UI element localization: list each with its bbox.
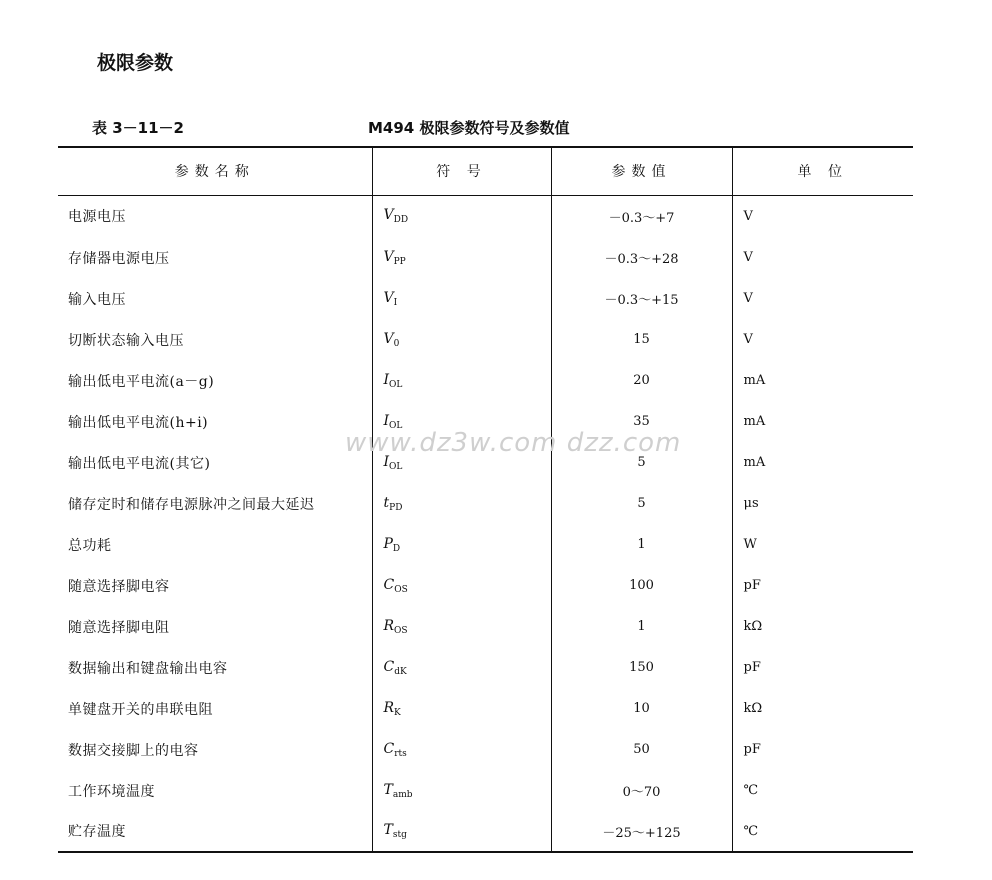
table-row xyxy=(58,195,913,237)
unit-cell: μs xyxy=(732,483,913,524)
symbol-cell xyxy=(372,524,551,565)
table-row xyxy=(58,647,913,688)
symbol-letter: R xyxy=(383,699,395,716)
table-body xyxy=(58,195,913,852)
symbol-letter: I xyxy=(383,412,390,429)
symbol-letter: I xyxy=(383,453,390,470)
param-name-cell: 随意选择脚电容 xyxy=(68,578,170,595)
value-cell: 35 xyxy=(551,401,732,442)
symbol-subscript: DD xyxy=(393,215,409,226)
symbol-cell xyxy=(372,606,551,647)
value-cell: 5 xyxy=(551,483,732,524)
symbol-letter: t xyxy=(383,494,390,511)
value-cell: 0～70 xyxy=(551,770,732,811)
value-cell: 100 xyxy=(551,565,732,606)
symbol-letter: C xyxy=(383,576,395,593)
header-symbol: 符 号 xyxy=(372,147,551,195)
header-value: 参数值 xyxy=(551,147,732,195)
symbol-subscript: PD xyxy=(389,502,403,513)
value-cell: 1 xyxy=(551,524,732,565)
unit-cell: pF xyxy=(732,565,913,606)
symbol-cell xyxy=(372,647,551,688)
symbol-subscript: K xyxy=(394,707,401,718)
symbol-subscript: I xyxy=(393,297,398,308)
symbol-subscript: OL xyxy=(389,420,403,431)
symbol-subscript: OS xyxy=(394,625,408,636)
unit-cell: ℃ xyxy=(732,770,913,811)
table-row xyxy=(58,770,913,811)
symbol-subscript: stg xyxy=(392,830,407,840)
table-row xyxy=(58,565,913,606)
symbol-cell xyxy=(372,811,551,852)
symbol-subscript: D xyxy=(392,543,401,554)
header-param-name: 参数名称 xyxy=(58,147,372,195)
header-unit: 单 位 xyxy=(732,147,913,195)
value-cell: －0.3～+7 xyxy=(551,195,732,237)
value-cell: －25～+125 xyxy=(551,811,732,852)
table-caption: M494 极限参数符号及参数值 xyxy=(368,119,570,137)
param-name-cell: 工作环境温度 xyxy=(68,783,155,800)
param-name-cell: 储存定时和储存电源脉冲之间最大延迟 xyxy=(68,496,315,513)
param-name-cell: 贮存温度 xyxy=(58,811,372,852)
watermark: www.dz3w.com dzz.com xyxy=(345,428,682,458)
symbol-cell xyxy=(372,237,551,278)
table-header-row xyxy=(58,147,913,195)
param-name-cell: 总功耗 xyxy=(68,537,112,554)
section-title: 极限参数 xyxy=(97,52,174,74)
param-name-cell: 输出低电平电流(a－g) xyxy=(68,373,215,390)
param-name-cell: 存储器电源电压 xyxy=(68,250,170,267)
symbol-subscript: rts xyxy=(394,748,407,759)
unit-cell: pF xyxy=(732,729,913,770)
value-cell: 150 xyxy=(551,647,732,688)
value-cell: 15 xyxy=(551,319,732,360)
table-row xyxy=(58,729,913,770)
symbol-letter: V xyxy=(383,207,394,224)
symbol-cell xyxy=(372,688,551,729)
param-name-cell: 数据交接脚上的电容 xyxy=(68,742,199,759)
unit-cell: V xyxy=(732,278,913,319)
unit-cell: pF xyxy=(732,647,913,688)
table-row xyxy=(58,360,913,401)
value-cell: 50 xyxy=(551,729,732,770)
unit-cell: mA xyxy=(732,401,913,442)
symbol-cell xyxy=(372,729,551,770)
symbol-cell xyxy=(372,483,551,524)
unit-cell: ℃ xyxy=(732,811,913,852)
symbol-letter: I xyxy=(383,371,390,388)
param-name-cell: 输出低电平电流(其它) xyxy=(68,455,211,472)
param-name-cell: 随意选择脚电阻 xyxy=(68,619,170,636)
symbol-subscript: dK xyxy=(394,666,407,677)
table-number: 表 3－11－2 xyxy=(92,119,184,137)
param-name-cell: 电源电压 xyxy=(68,209,126,226)
table-row xyxy=(58,237,913,278)
symbol-subscript: amb xyxy=(392,789,413,800)
param-name-cell: 输出低电平电流(h+i) xyxy=(68,414,209,431)
unit-cell: kΩ xyxy=(732,606,913,647)
symbol-cell xyxy=(372,565,551,606)
symbol-cell xyxy=(372,360,551,401)
symbol-letter: T xyxy=(383,822,393,838)
symbol-subscript: PP xyxy=(393,256,406,267)
unit-cell: kΩ xyxy=(732,688,913,729)
unit-cell: V xyxy=(732,319,913,360)
value-cell: 10 xyxy=(551,688,732,729)
symbol-cell xyxy=(372,195,551,237)
table-row xyxy=(58,319,913,360)
symbol-letter: C xyxy=(383,658,395,675)
symbol-subscript: OL xyxy=(389,379,403,390)
parameter-table xyxy=(58,146,913,853)
value-cell: －0.3～+28 xyxy=(551,237,732,278)
symbol-letter: C xyxy=(383,740,395,757)
symbol-cell xyxy=(372,770,551,811)
symbol-letter: P xyxy=(383,535,393,552)
param-name-cell: 输入电压 xyxy=(68,291,126,308)
unit-cell: V xyxy=(732,237,913,278)
table-row xyxy=(58,606,913,647)
symbol-letter: R xyxy=(383,617,395,634)
table-row xyxy=(58,688,913,729)
value-cell: －0.3～+15 xyxy=(551,278,732,319)
unit-cell: mA xyxy=(732,360,913,401)
symbol-cell xyxy=(372,319,551,360)
param-name-cell: 单键盘开关的串联电阻 xyxy=(68,701,213,718)
value-cell: 5 xyxy=(551,442,732,483)
table-row xyxy=(58,278,913,319)
table-row xyxy=(58,483,913,524)
unit-cell: W xyxy=(732,524,913,565)
symbol-subscript: OS xyxy=(394,584,408,595)
symbol-subscript: 0 xyxy=(393,338,400,349)
value-cell: 1 xyxy=(551,606,732,647)
symbol-letter: V xyxy=(383,289,394,306)
symbol-letter: V xyxy=(383,248,394,265)
unit-cell: mA xyxy=(732,442,913,483)
symbol-subscript: OL xyxy=(389,461,403,472)
table-row xyxy=(58,524,913,565)
symbol-letter: V xyxy=(383,330,394,347)
table-row xyxy=(58,811,913,852)
unit-cell: V xyxy=(732,195,913,237)
value-cell: 20 xyxy=(551,360,732,401)
symbol-letter: T xyxy=(383,781,393,798)
param-name-cell: 切断状态输入电压 xyxy=(68,332,184,349)
symbol-cell xyxy=(372,278,551,319)
param-name-cell: 数据输出和键盘输出电容 xyxy=(68,660,228,677)
